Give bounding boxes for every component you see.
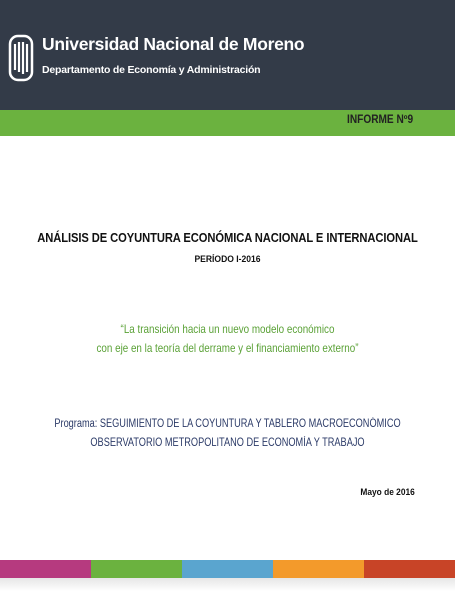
footer-segment-1 — [0, 560, 91, 578]
university-name: Universidad Nacional de Moreno — [42, 34, 305, 54]
footer-segment-5 — [364, 560, 455, 578]
document-title: ANÁLISIS DE COYUNTURA ECONÓMICA NACIONAL E INTERNACIONAL — [37, 230, 418, 245]
quote-line-2: con eje en la teoría del derrame y el financiamiento externo” — [96, 341, 359, 355]
quote-line-1: “La transición hacia un nuevo modelo económico — [120, 322, 335, 336]
program-line-2: OBSERVATORIO METROPOLITANO DE ECONOMÍA Y TRABAJO — [90, 437, 365, 449]
document-period: PERÍODO I-2016 — [194, 254, 261, 265]
document-date: Mayo de 2016 — [360, 487, 415, 498]
header-band — [0, 0, 455, 110]
footer-segment-4 — [273, 560, 364, 578]
footer-shadow — [0, 578, 455, 591]
department-name: Departamento de Economía y Administración — [42, 64, 261, 76]
report-number: INFORME Nº9 — [346, 114, 413, 126]
footer-color-bar — [0, 560, 455, 578]
footer-segment-3 — [182, 560, 273, 578]
footer-segment-2 — [91, 560, 182, 578]
unm-logo-icon — [7, 30, 35, 86]
program-line-1: Programa: SEGUIMIENTO DE LA COYUNTURA Y TABLERO MACROECONÓMICO — [54, 418, 401, 430]
